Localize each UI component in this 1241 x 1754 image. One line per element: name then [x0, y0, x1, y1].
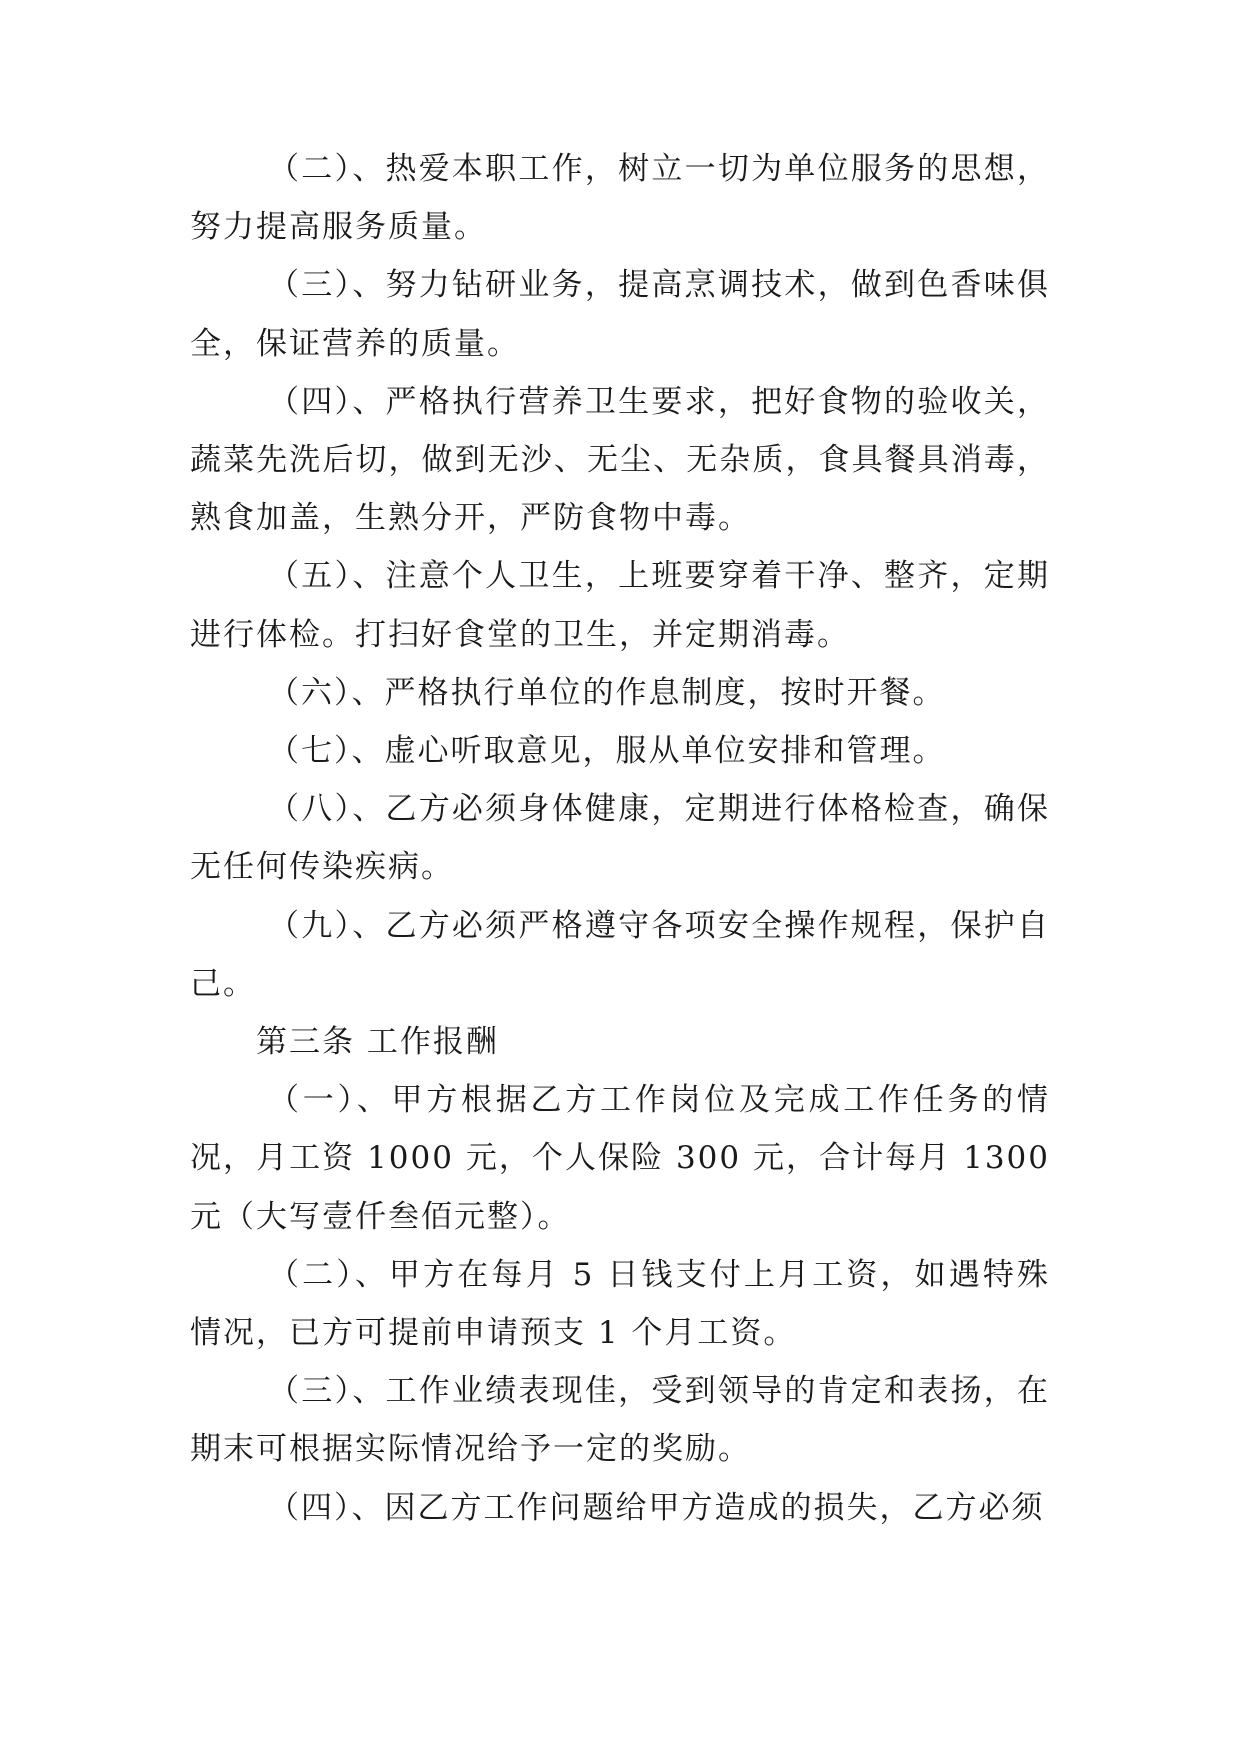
- clause-3-4: （四）、因乙方工作问题给甲方造成的损失，乙方必须: [268, 1489, 1045, 1526]
- clause-2-2: （二）、热爱本职工作，树立一切为单位服务的思想，努力提高服务质量。: [190, 151, 1050, 246]
- clause-3-2: （二）、甲方在每月 5 日钱支付上月工资，如遇特殊情况，已方可提前申请预支 1 个月工资。: [190, 1256, 1050, 1352]
- clause-2-9: （九）、乙方必须严格遵守各项安全操作规程，保护自己。: [190, 907, 1050, 1002]
- clause-2-5: （五）、注意个人卫生，上班要穿着干净、整齐，定期进行体检。打扫好食堂的卫生，并定期消毒。: [190, 558, 1050, 653]
- clause-2-4: （四）、严格执行营养卫生要求，把好食物的验收关，蔬菜先洗后切，做到无沙、无尘、无杂质，食具餐具消毒，熟食加盖，生熟分开，严防食物中毒。: [190, 383, 1050, 537]
- clause-2-6: （六）、严格执行单位的作息制度，按时开餐。: [268, 674, 946, 711]
- document-body: [190, 140, 1050, 1537]
- clause-2-7: （七）、虚心听取意见，服从单位安排和管理。: [268, 733, 946, 770]
- clause-2-8: （八）、乙方必须身体健康，定期进行体格检查，确保无任何传染疾病。: [190, 791, 1050, 886]
- clause-2-3: （三）、努力钻研业务，提高烹调技术，做到色香味俱全，保证营养的质量。: [190, 267, 1050, 362]
- clause-3-1: （一）、甲方根据乙方工作岗位及完成工作任务的情况，月工资 1000 元，个人保险 300 元，合计每月 1300 元（大写壹仟叁佰元整）。: [190, 1082, 1050, 1235]
- clause-3-3: （三）、工作业绩表现佳，受到领导的肯定和表扬，在期末可根据实际情况给予一定的奖励。: [190, 1373, 1050, 1468]
- article-3-heading: 第三条 工作报酬: [256, 1024, 499, 1061]
